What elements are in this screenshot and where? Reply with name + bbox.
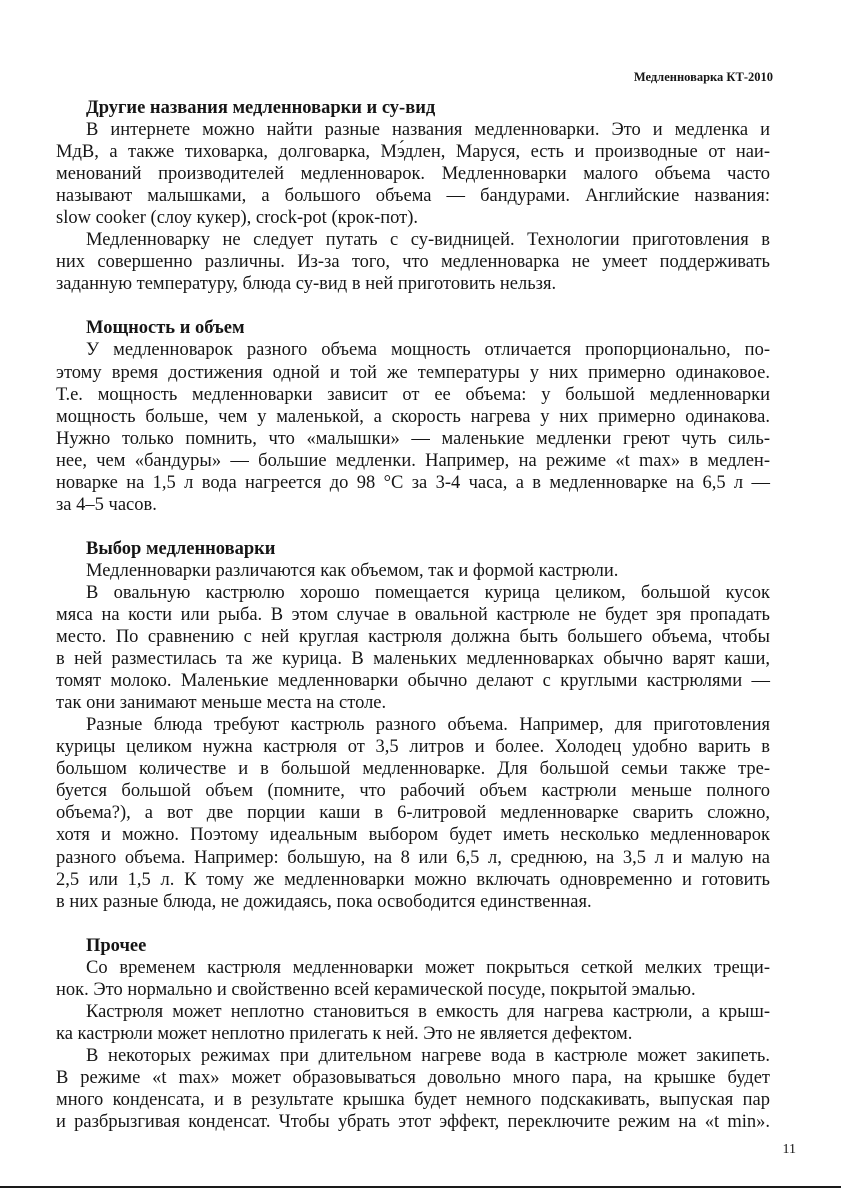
text-line: У медленноварок разного объема мощность отличается пропорционально, по- (86, 340, 770, 361)
text-line: Нужно только помнить, что «малышки» — маленькие медленки греют чуть силь- (56, 428, 770, 449)
text-line: новарке на 1,5 л вода нагреется до 98 °С за 3-4 часа, а в медленноварке на 6,5 л — (56, 472, 770, 493)
text-line: В овальную кастрюлю хорошо помещается курица целиком, большой кусок (86, 582, 770, 603)
text-line: нок. Это нормально и свойственно всей керамической посуде, покрытой эмалью. (56, 979, 696, 1000)
running-header: Медленноварка КТ-2010 (633, 70, 773, 84)
text-line: нее, чем «бандуры» — большие медленки. Например, на режиме «t max» в медлен- (56, 450, 770, 471)
text-line: место. По сравнению с ней круглая кастрюля должна быть большего объема, чтобы (56, 627, 770, 648)
section-heading: Другие названия медленноварки и су-вид (86, 98, 436, 118)
text-line: 2,5 или 1,5 л. К тому же медленноварки можно включать одновременно и готовить (56, 869, 770, 890)
text-line: этому время достижения одной и той же температуры у них примерно одинаковое. (56, 362, 770, 383)
text-line: много конденсата, и в результате крышка будет немного подскакивать, выпуская пар (56, 1089, 770, 1110)
page-number: 11 (782, 1142, 796, 1157)
text-line: МдВ, а также тиховарка, долговарка, Мэ́длен, Маруся, есть и производные от наи- (56, 142, 770, 163)
text-line: В некоторых режимах при длительном нагреве вода в кастрюле может закипеть. (86, 1045, 770, 1066)
text-line: курицы целиком нужна кастрюля от 3,5 литров и более. Холодец удобно варить в (56, 737, 770, 758)
text-line: за 4–5 часов. (56, 494, 157, 515)
text-line: мяса на кости или рыба. В этом случае в овальной кастрюле не будет зря пропадать (56, 604, 770, 625)
page-body (56, 97, 770, 1133)
text-line: заданную температуру, блюда су-вид в ней приготовить нельзя. (56, 274, 557, 295)
text-line: хотя и можно. Поэтому идеальным выбором будет иметь несколько медленноварок (56, 825, 770, 846)
section-heading: Прочее (86, 935, 147, 956)
text-line: мощность больше, чем у маленькой, а скорость нагрева у них примерно одинакова. (56, 406, 770, 427)
text-line: Медленноварки различаются как объемом, так и формой кастрюли. (86, 560, 619, 581)
section-heading: Мощность и объем (86, 318, 245, 339)
text-line: объема?), а вот две порции каши в 6-литровой медленноварке сварить сложно, (56, 803, 770, 824)
text-line: разного объема. Например: большую, на 8 или 6,5 л, среднюю, на 3,5 л и малую на (56, 847, 770, 868)
text-line: Т.е. мощность медленноварки зависит от ее объема: у большой медленноварки (56, 384, 770, 405)
text-line: Медленноварку не следует путать с су-видницей. Технологии приготовления в (86, 230, 770, 251)
text-line: томят молоко. Маленькие медленноварки обычно делают с круглыми кастрюлями — (56, 671, 770, 692)
text-line: и разбрызгивая конденсат. Чтобы убрать этот эффект, переключите режим на «t min». (56, 1112, 770, 1133)
text-line: называют малышками, а большого объема — бандурами. Английские названия: (56, 186, 770, 207)
text-line: в них разные блюда, не дожидаясь, пока освободится единственная. (56, 891, 592, 912)
text-line: В режиме «t max» может образовываться довольно много пара, на крышке будет (56, 1067, 770, 1088)
text-line: ка кастрюли может неплотно прилегать к ней. Это не является дефектом. (56, 1023, 633, 1044)
text-line: большом количестве и в большой медленноварке. Для большой семьи также тре- (56, 759, 770, 780)
text-line: в ней разместилась та же курица. В маленьких медленноварках обычно варят каши, (56, 649, 770, 670)
text-line: так они занимают меньше места на столе. (56, 693, 387, 714)
text-line: В интернете можно найти разные названия медленноварки. Это и медленка и (86, 120, 770, 141)
text-line: slow cooker (слоу кукер), crock-pot (крок-пот). (56, 208, 419, 229)
text-line: Со временем кастрюля медленноварки может покрыться сеткой мелких трещи- (86, 957, 770, 978)
text-line: Кастрюля может неплотно становиться в емкость для нагрева кастрюли, а крыш- (86, 1001, 770, 1022)
text-line: Разные блюда требуют кастрюль разного объема. Например, для приготовления (86, 715, 770, 736)
text-line: них совершенно различны. Из-за того, что медленноварка не умеет поддерживать (56, 252, 770, 273)
text-line: буется большой объем (помните, что рабочий объем кастрюли меньше полного (56, 781, 770, 802)
text-line: менований производителей медленноварок. Медленноварки малого объема часто (56, 164, 770, 185)
section-heading: Выбор медленноварки (86, 538, 276, 559)
